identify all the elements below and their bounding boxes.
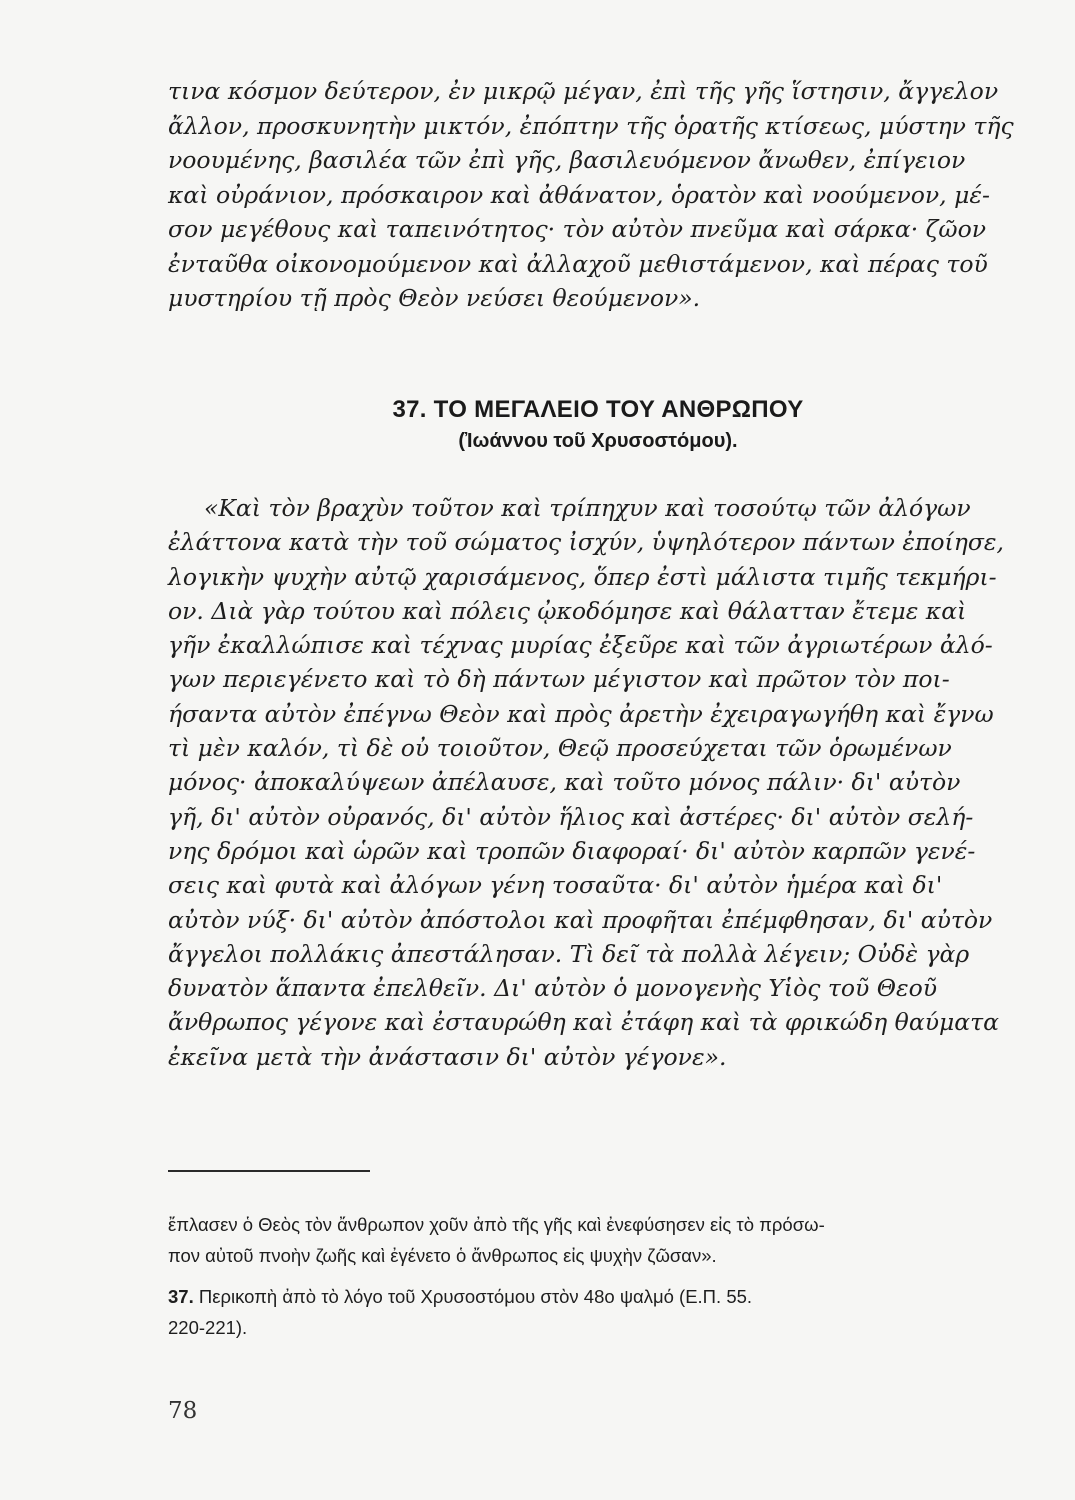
top-passage — [168, 74, 1014, 316]
text-line: νοουμένης, βασιλέα τῶν ἐπὶ γῆς, βασιλευόμενον ἄνωθεν, ἐπίγειον — [168, 146, 966, 174]
footnote-line: πον αὐτοῦ πνοὴν ζωῆς καὶ ἐγένετο ὁ ἄνθρωπος εἰς ψυχὴν ζῶσαν». — [168, 1245, 717, 1266]
text-line: σεις καὶ φυτὰ καὶ ἀλόγων γένη τοσαῦτα· δι' αὐτὸν ἡμέρα καὶ δι' — [168, 871, 943, 900]
text-line: μόνος· ἀποκαλύψεων ἀπέλαυσε, καὶ τοῦτο μόνος πάλιν· δι' αὐτὸν — [168, 768, 961, 797]
main-passage — [168, 491, 1004, 1074]
text-line: λογικὴν ψυχὴν αὐτῷ χαρισάμενος, ὅπερ ἐστὶ μάλιστα τιμῆς τεκμήρι- — [168, 562, 997, 591]
text-line: καὶ οὐράνιον, πρόσκαιρον καὶ ἀθάνατον, ὁρατὸν καὶ νοούμενον, μέ- — [168, 180, 990, 209]
footnote-text: Περικοπὴ ἀπὸ τὸ λόγο τοῦ Χρυσοστόμου στὸν 48ο ψαλμό (Ε.Π. 55. — [193, 1286, 753, 1307]
section-title: 37. ΤΟ ΜΕΓΑΛΕΙΟ ΤΟΥ ΑΝΘΡΩΠΟΥ — [392, 396, 804, 423]
section-subtitle: (Ἰωάννου τοῦ Χρυσοστόμου). — [458, 430, 738, 452]
text-line: γῆν ἐκαλλώπισε καὶ τέχνας μυρίας ἐξεῦρε καὶ τῶν ἀγριωτέρων ἀλό- — [168, 631, 993, 660]
text-line: ἄλλον, προσκυνητὴν μικτόν, ἐπόπτην τῆς ὁρατῆς κτίσεως, μύστην τῆς — [168, 111, 1014, 140]
text-line: ον. Διὰ γὰρ τούτου καὶ πόλεις ᾠκοδόμησε καὶ θάλατταν ἔτεμε καὶ — [168, 596, 967, 625]
text-line: τινα κόσμον δεύτερον, ἐν μικρῷ μέγαν, ἐπὶ τῆς γῆς ἵστησιν, ἄγγελον — [168, 77, 999, 105]
footnote-number: 37. — [168, 1286, 194, 1307]
text-line: ἐνταῦθα οἰκονομούμενον καὶ ἀλλαχοῦ μεθιστάμενον, καὶ πέρας τοῦ — [168, 249, 988, 278]
text-line: γων περιεγένετο καὶ τὸ δὴ πάντων μέγιστον καὶ πρῶτον τὸν ποι- — [168, 665, 950, 694]
page-number: 78 — [168, 1398, 198, 1424]
text-line: τὶ μὲν καλόν, τὶ δὲ οὐ τοιοῦτον, Θεῷ προσεύχεται τῶν ὁρωμένων — [168, 734, 952, 763]
text-line: ἄγγελοι πολλάκις ἀπεστάλησαν. Τὶ δεῖ τὰ πολλὰ λέγειν; Οὐδὲ γὰρ — [168, 939, 970, 968]
footnote-37 — [168, 1281, 1003, 1312]
footnotes — [168, 1209, 1003, 1343]
text-line: ἐκεῖνα μετὰ τὴν ἀνάστασιν δι' αὐτὸν γέγονε». — [168, 1042, 727, 1071]
footnote-divider — [168, 1170, 370, 1172]
text-line: μυστηρίου τῇ πρὸς Θεὸν νεύσει θεούμενον». — [168, 284, 701, 312]
text-line: δυνατὸν ἅπαντα ἐπελθεῖν. Δι' αὐτὸν ὁ μονογενὴς Υἱὸς τοῦ Θεοῦ — [168, 974, 938, 1003]
footnote-line: ἔπλασεν ὁ Θεὸς τὸν ἄνθρωπον χοῦν ἀπὸ τῆς γῆς καὶ ἐνεφύσησεν εἰς τὸ πρόσω- — [168, 1214, 825, 1235]
text-line: «Καὶ τὸν βραχὺν τοῦτον καὶ τρίπηχυν καὶ τοσούτῳ τῶν ἀλόγων — [204, 494, 971, 522]
text-line: αὐτὸν νύξ· δι' αὐτὸν ἀπόστολοι καὶ προφῆται ἐπέμφθησαν, δι' αὐτὸν — [168, 905, 993, 934]
text-line: ἄνθρωπος γέγονε καὶ ἐσταυρώθη καὶ ἐτάφη καὶ τὰ φρικώδη θαύματα — [168, 1008, 999, 1037]
text-line: γῆ, δι' αὐτὸν οὐρανός, δι' αὐτὸν ἥλιος καὶ ἀστέρες· δι' αὐτὸν σελή- — [168, 802, 974, 831]
footnote-line: 220-221). — [168, 1317, 248, 1338]
text-line: σον μεγέθους καὶ ταπεινότητος· τὸν αὐτὸν πνεῦμα καὶ σάρκα· ζῶον — [168, 215, 987, 243]
text-line: ἐλάττονα κατὰ τὴν τοῦ σώματος ἰσχύν, ὑψηλότερον πάντων ἐποίησε, — [168, 528, 1004, 557]
text-line: νης δρόμοι καὶ ὡρῶν καὶ τροπῶν διαφοραί· δι' αὐτὸν καρπῶν γενέ- — [168, 836, 976, 865]
text-line: ήσαντα αὐτὸν ἐπέγνω Θεὸν καὶ πρὸς ἀρετὴν ἐχειραγωγήθη καὶ ἔγνω — [168, 699, 994, 728]
